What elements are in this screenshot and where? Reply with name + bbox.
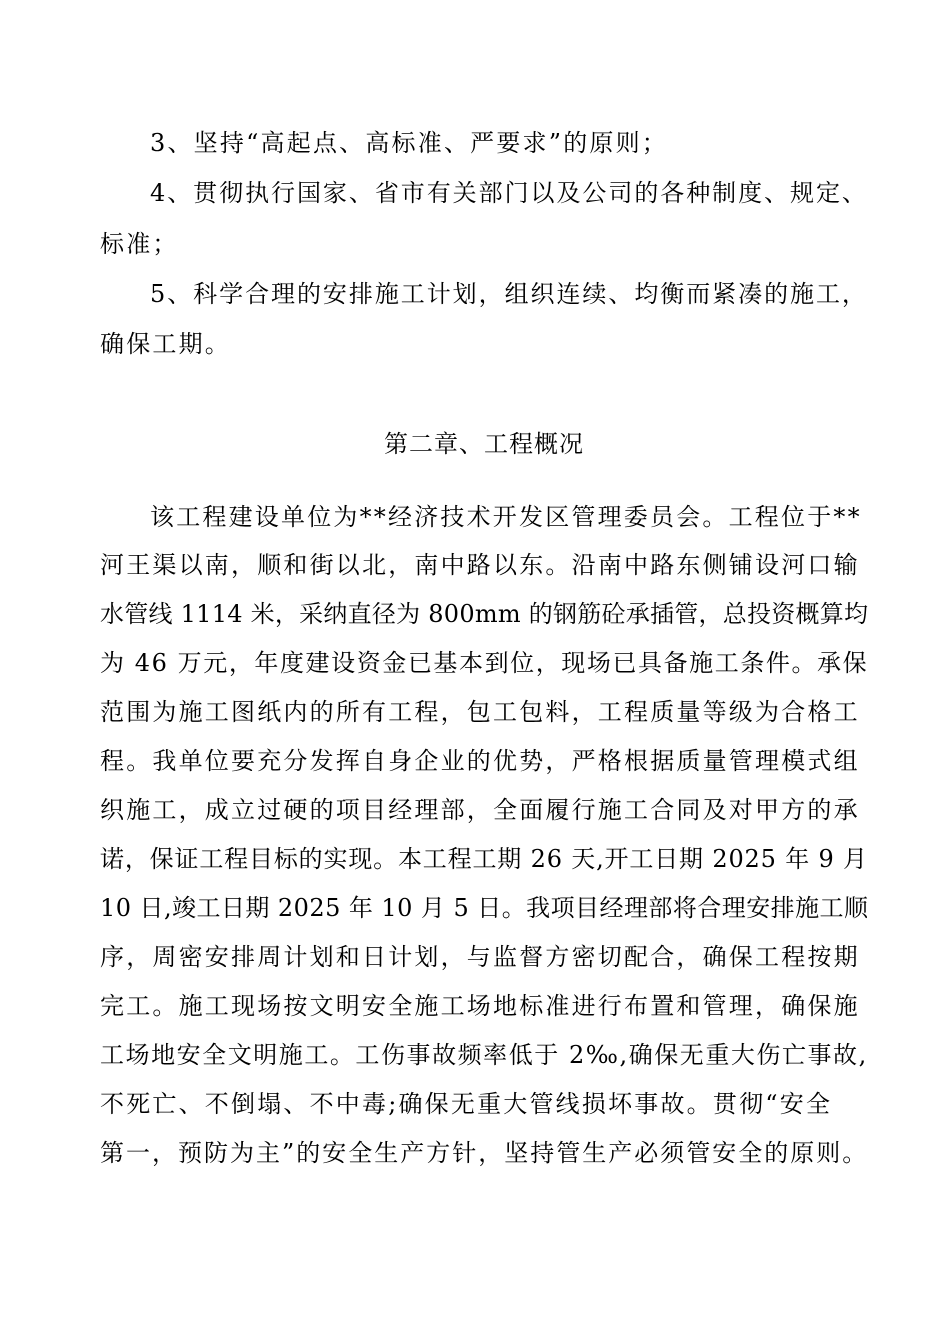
body-line: 诺，保证工程目标的实现。本工程工期 26 天,开工日期 2025 年 9 月 [100, 845, 868, 873]
body-line: 织施工，成立过硬的项目经理部，全面履行施工合同及对甲方的承 [100, 796, 860, 824]
body-line: 完工。施工现场按文明安全施工场地标准进行布置和管理，确保施 [100, 992, 860, 1020]
body-line: 10 日,竣工日期 2025 年 10 月 5 日。我项目经理部将合理安排施工顺 [100, 894, 869, 922]
body-line: 水管线 1114 米，采纳直径为 800mm 的钢筋砼承插管，总投资概算均 [100, 600, 869, 628]
body-line: 不死亡、不倒塌、不中毒;确保无重大管线损坏事故。贯彻“安全 [100, 1090, 833, 1118]
body-line: 工场地安全文明施工。工伤事故频率低于 2‰,确保无重大伤亡事故, [100, 1041, 868, 1069]
body-line: 序，周密安排周计划和日计划，与监督方密切配合，确保工程按期 [100, 943, 860, 971]
list-item-5: 5、科学合理的安排施工计划，组织连续、均衡而紧凑的施工， [150, 280, 868, 308]
body-line: 第一，预防为主”的安全生产方针，坚持管生产必须管安全的原则。 [100, 1139, 869, 1167]
list-item-3: 3、坚持“高起点、高标准、严要求”的原则； [150, 129, 669, 157]
list-item-4: 4、贯彻执行国家、省市有关部门以及公司的各种制度、规定、 [150, 179, 868, 207]
body-line: 范围为施工图纸内的所有工程，包工包料，工程质量等级为合格工 [100, 698, 860, 726]
chapter-title: 第二章、工程概况 [384, 430, 584, 458]
list-item-5-continued: 确保工期。 [100, 330, 231, 358]
body-line: 河王渠以南，顺和街以北，南中路以东。沿南中路东侧铺设河口输 [100, 551, 860, 579]
body-line: 程。我单位要充分发挥自身企业的优势，严格根据质量管理模式组 [100, 747, 860, 775]
body-line: 为 46 万元，年度建设资金已基本到位，现场已具备施工条件。承保 [100, 649, 869, 677]
body-line: 该工程建设单位为**经济技术开发区管理委员会。工程位于** [150, 503, 862, 531]
list-item-4-continued: 标准； [100, 230, 179, 258]
